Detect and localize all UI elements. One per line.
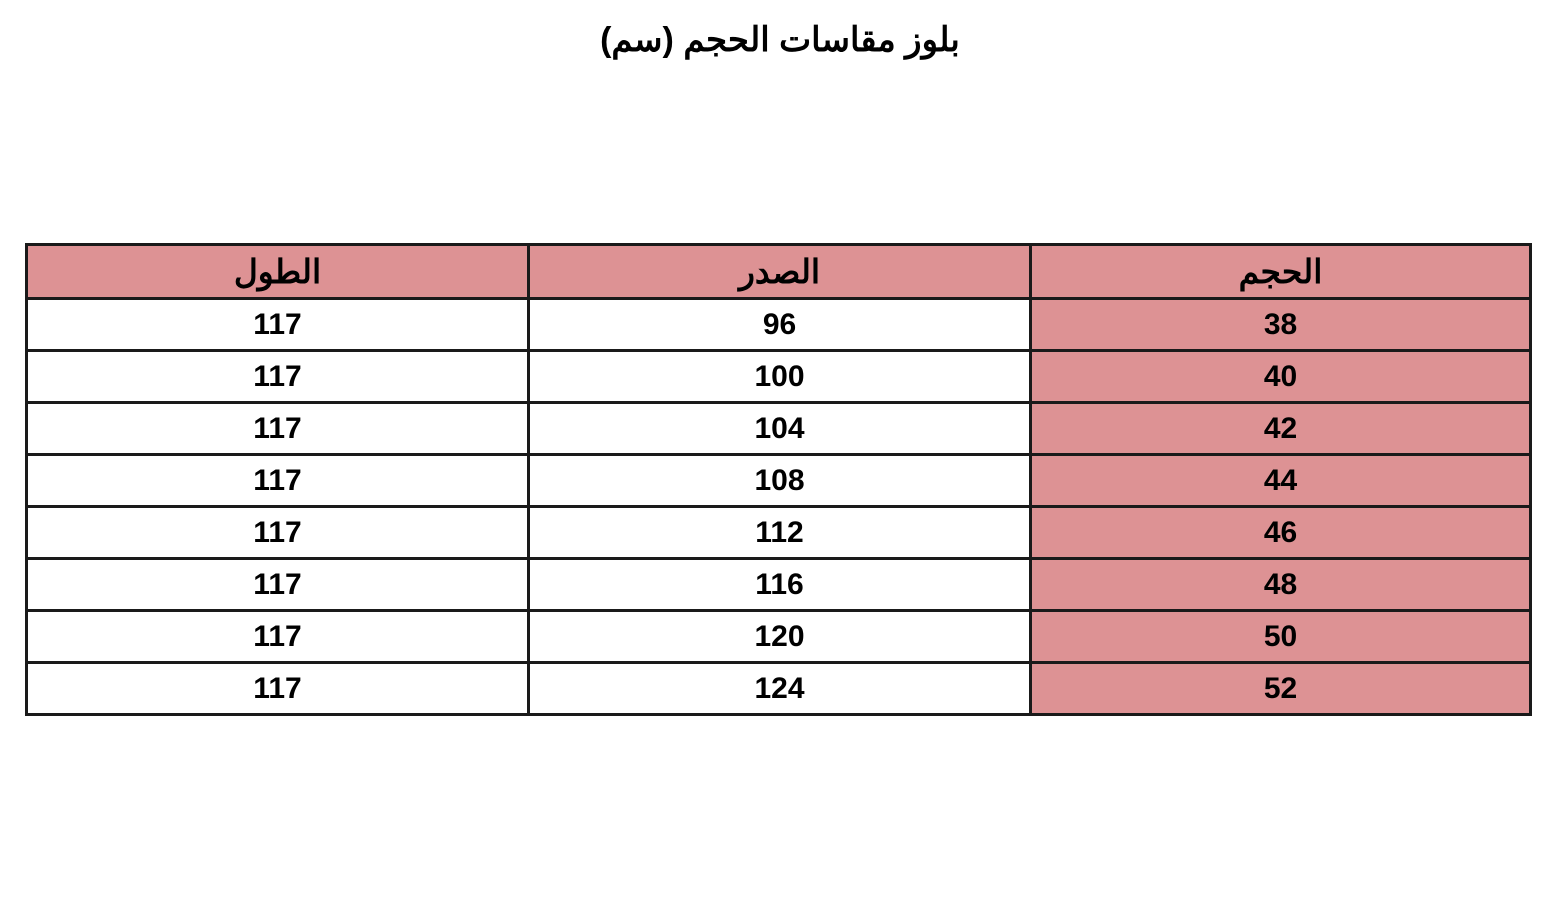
cell-chest: 100 [529,351,1031,403]
cell-length: 117 [27,507,529,559]
cell-chest: 96 [529,299,1031,351]
size-chart-container [28,243,1532,716]
cell-length: 117 [27,611,529,663]
cell-size: 52 [1031,663,1531,715]
page-title: بلوز مقاسات الحجم (سم) [600,21,960,59]
cell-chest: 116 [529,559,1031,611]
column-header-size: الحجم [1031,245,1531,299]
table-row [27,455,1531,507]
table-row [27,299,1531,351]
table-header-row [27,245,1531,299]
cell-size: 48 [1031,559,1531,611]
cell-size: 38 [1031,299,1531,351]
table-row [27,351,1531,403]
cell-size: 44 [1031,455,1531,507]
table-row [27,507,1531,559]
cell-chest: 104 [529,403,1031,455]
cell-chest: 112 [529,507,1031,559]
column-header-chest: الصدر [529,245,1031,299]
table-row [27,611,1531,663]
cell-size: 50 [1031,611,1531,663]
cell-chest: 124 [529,663,1031,715]
table-row [27,663,1531,715]
cell-length: 117 [27,455,529,507]
cell-size: 40 [1031,351,1531,403]
size-chart-table [25,243,1532,716]
cell-length: 117 [27,351,529,403]
table-row [27,559,1531,611]
cell-chest: 108 [529,455,1031,507]
table-body [27,299,1531,715]
cell-size: 46 [1031,507,1531,559]
cell-length: 117 [27,299,529,351]
cell-length: 117 [27,559,529,611]
table-row [27,403,1531,455]
table-header [27,245,1531,299]
column-header-length: الطول [27,245,529,299]
cell-size: 42 [1031,403,1531,455]
cell-length: 117 [27,403,529,455]
cell-length: 117 [27,663,529,715]
cell-chest: 120 [529,611,1031,663]
